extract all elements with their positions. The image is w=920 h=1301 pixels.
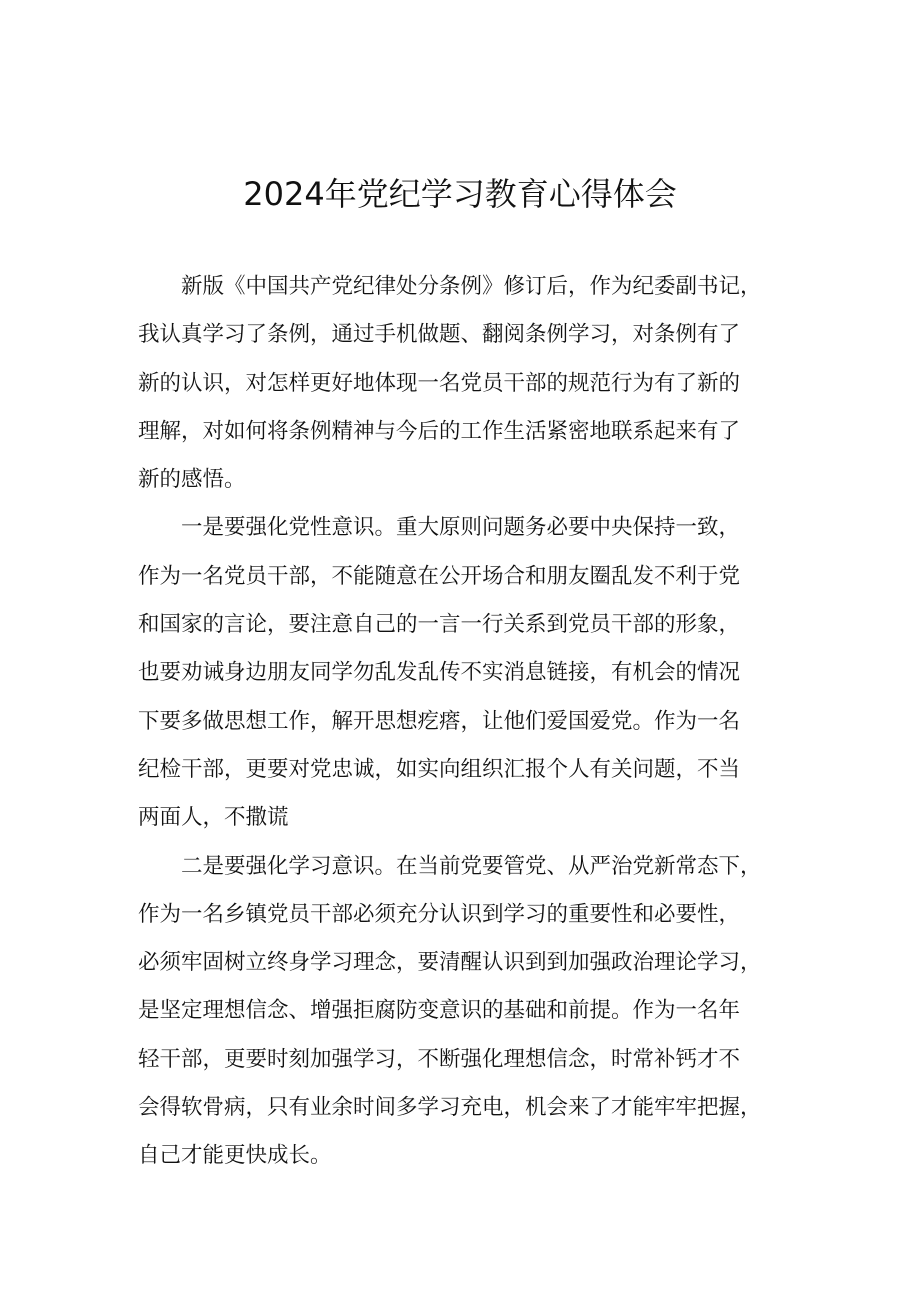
text-line: 作为一名乡镇党员干部必须充分认识到学习的重要性和必要性， xyxy=(138,901,741,927)
paragraph-2 xyxy=(138,504,802,842)
text-line: 也要劝诫身边朋友同学勿乱发乱传不实消息链接，有机会的情况 xyxy=(138,660,741,686)
text-line: 新的认识，对怎样更好地体现一名党员干部的规范行为有了新的 xyxy=(138,370,741,396)
text-line: 会得软骨病，只有业余时间多学习充电，机会来了才能牢牢把握， xyxy=(138,1095,762,1121)
text-line: 轻干部，更要时刻加强学习，不断强化理想信念，时常补钙才不 xyxy=(138,1046,741,1072)
document-body xyxy=(138,263,802,1181)
text-line: 新的感悟。 xyxy=(138,467,246,493)
text-line: 理解，对如何将条例精神与今后的工作生活紧密地联系起来有了 xyxy=(138,418,741,444)
text-line: 我认真学习了条例，通过手机做题、翻阅条例学习，对条例有了 xyxy=(138,322,741,348)
text-line: 和国家的言论，要注意自己的一言一行关系到党员干部的形象， xyxy=(138,612,741,638)
paragraph-1 xyxy=(138,263,802,504)
text-line: 是坚定理想信念、增强拒腐防变意识的基础和前提。作为一名年 xyxy=(138,998,741,1024)
text-line: 二是要强化学习意识。在当前党要管党、从严治党新常态下， xyxy=(181,853,762,879)
text-line: 必须牢固树立终身学习理念，要清醒认识到到加强政治理论学习， xyxy=(138,950,762,976)
text-line: 纪检干部，更要对党忠诚，如实向组织汇报个人有关问题，不当 xyxy=(138,756,741,782)
text-line: 一是要强化党性意识。重大原则问题务必要中央保持一致， xyxy=(181,515,741,541)
text-line: 作为一名党员干部，不能随意在公开场合和朋友圈乱发不利于党 xyxy=(138,563,741,589)
paragraph-3 xyxy=(138,843,802,1181)
document-title: 2024年党纪学习教育心得体会 xyxy=(243,175,677,213)
text-line: 自己才能更快成长。 xyxy=(138,1143,332,1169)
text-line: 新版《中国共产党纪律处分条例》修订后，作为纪委副书记， xyxy=(181,274,762,299)
text-line: 下要多做思想工作，解开思想疙瘩，让他们爱国爱党。作为一名 xyxy=(138,708,741,734)
text-line: 两面人，不撒谎 xyxy=(138,805,289,831)
